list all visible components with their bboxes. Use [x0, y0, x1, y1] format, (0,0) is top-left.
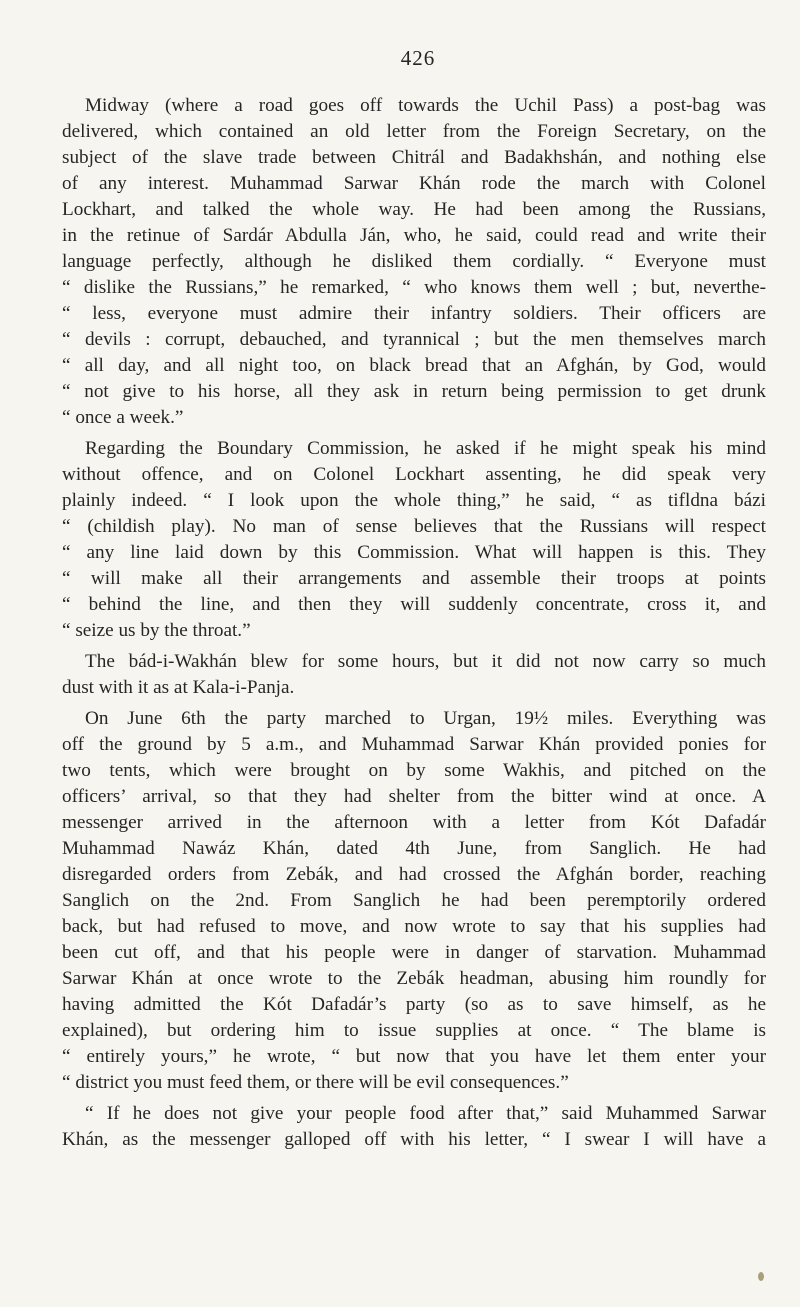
text-line: Midway (where a road goes off towards the Uchil Pass) a post-bag was: [85, 95, 766, 116]
paragraph: [62, 706, 766, 1096]
paragraph: [62, 436, 766, 644]
text-line: “ less, everyone must admire their infantry soldiers. Their officers are: [62, 303, 766, 324]
text-line: without offence, and on Colonel Lockhart assenting, he did speak very: [62, 464, 766, 485]
paragraph: [62, 649, 766, 701]
text-line: plainly indeed. “ I look upon the whole thing,” he said, “ as tifldna bázi: [62, 490, 766, 511]
text-line: off the ground by 5 a.m., and Muhammad Sarwar Khán provided ponies for: [62, 734, 766, 755]
text-line: “ behind the line, and then they will suddenly concentrate, cross it, and: [62, 594, 766, 615]
text-line: “ all day, and all night too, on black bread that an Afghán, by God, would: [62, 355, 766, 376]
text-line: dust with it as at Kala-i-Panja.: [62, 677, 295, 698]
text-line: Muhammad Nawáz Khán, dated 4th June, from Sanglich. He had: [62, 838, 766, 859]
text-line: “ (childish play). No man of sense believes that the Russians will respect: [62, 516, 766, 537]
text-line: delivered, which contained an old letter from the Foreign Secretary, on the: [62, 121, 766, 142]
text-line: messenger arrived in the afternoon with a letter from Kót Dafadár: [62, 812, 766, 833]
text-line: “ will make all their arrangements and assemble their troops at points: [62, 568, 766, 589]
page-number: 426: [400, 46, 436, 70]
text-line: two tents, which were brought on by some Wakhis, and pitched on the: [62, 760, 766, 781]
paragraph: [62, 93, 766, 431]
body-text: [62, 93, 766, 1153]
text-line: been cut off, and that his people were in danger of starvation. Muhammad: [62, 942, 766, 963]
text-line: “ entirely yours,” he wrote, “ but now that you have let them enter your: [62, 1046, 766, 1067]
text-line: “ devils : corrupt, debauched, and tyrannical ; but the men themselves march: [62, 329, 766, 350]
paragraph: [62, 1101, 766, 1153]
text-line: officers’ arrival, so that they had shelter from the bitter wind at once. A: [62, 786, 766, 807]
text-line: Khán, as the messenger galloped off with his letter, “ I swear I will have a: [62, 1129, 766, 1150]
text-line: The bád-i-Wakhán blew for some hours, but it did not now carry so much: [85, 651, 766, 672]
text-line: “ district you must feed them, or there will be evil consequences.”: [62, 1072, 569, 1093]
text-line: of any interest. Muhammad Sarwar Khán rode the march with Colonel: [62, 173, 766, 194]
text-line: having admitted the Kót Dafadár’s party (so as to save himself, as he: [62, 994, 766, 1015]
text-line: “ dislike the Russians,” he remarked, “ who knows them well ; but, neverthe-: [62, 277, 766, 298]
text-line: “ If he does not give your people food after that,” said Muhammed Sarwar: [85, 1103, 766, 1124]
text-line: Sarwar Khán at once wrote to the Zebák headman, abusing him roundly for: [62, 968, 766, 989]
text-line: “ once a week.”: [62, 407, 184, 428]
text-line: language perfectly, although he disliked them cordially. “ Everyone must: [62, 251, 766, 272]
text-line: explained), but ordering him to issue supplies at once. “ The blame is: [62, 1020, 766, 1041]
text-line: “ any line laid down by this Commission. What will happen is this. They: [62, 542, 766, 563]
ink-speck: [758, 1272, 764, 1281]
text-line: On June 6th the party marched to Urgan, 19½ miles. Everything was: [85, 708, 766, 729]
text-line: “ not give to his horse, all they ask in return being permission to get drunk: [62, 381, 766, 402]
text-line: Lockhart, and talked the whole way. He had been among the Russians,: [62, 199, 766, 220]
text-line: Sanglich on the 2nd. From Sanglich he had been peremptorily ordered: [62, 890, 766, 911]
text-line: “ seize us by the throat.”: [62, 620, 251, 641]
text-line: disregarded orders from Zebák, and had crossed the Afghán border, reaching: [62, 864, 766, 885]
text-line: in the retinue of Sardár Abdulla Ján, who, he said, could read and write their: [62, 225, 766, 246]
text-line: subject of the slave trade between Chitrál and Badakhshán, and nothing else: [62, 147, 766, 168]
text-line: back, but had refused to move, and now wrote to say that his supplies had: [62, 916, 766, 937]
text-line: Regarding the Boundary Commission, he asked if he might speak his mind: [85, 438, 766, 459]
